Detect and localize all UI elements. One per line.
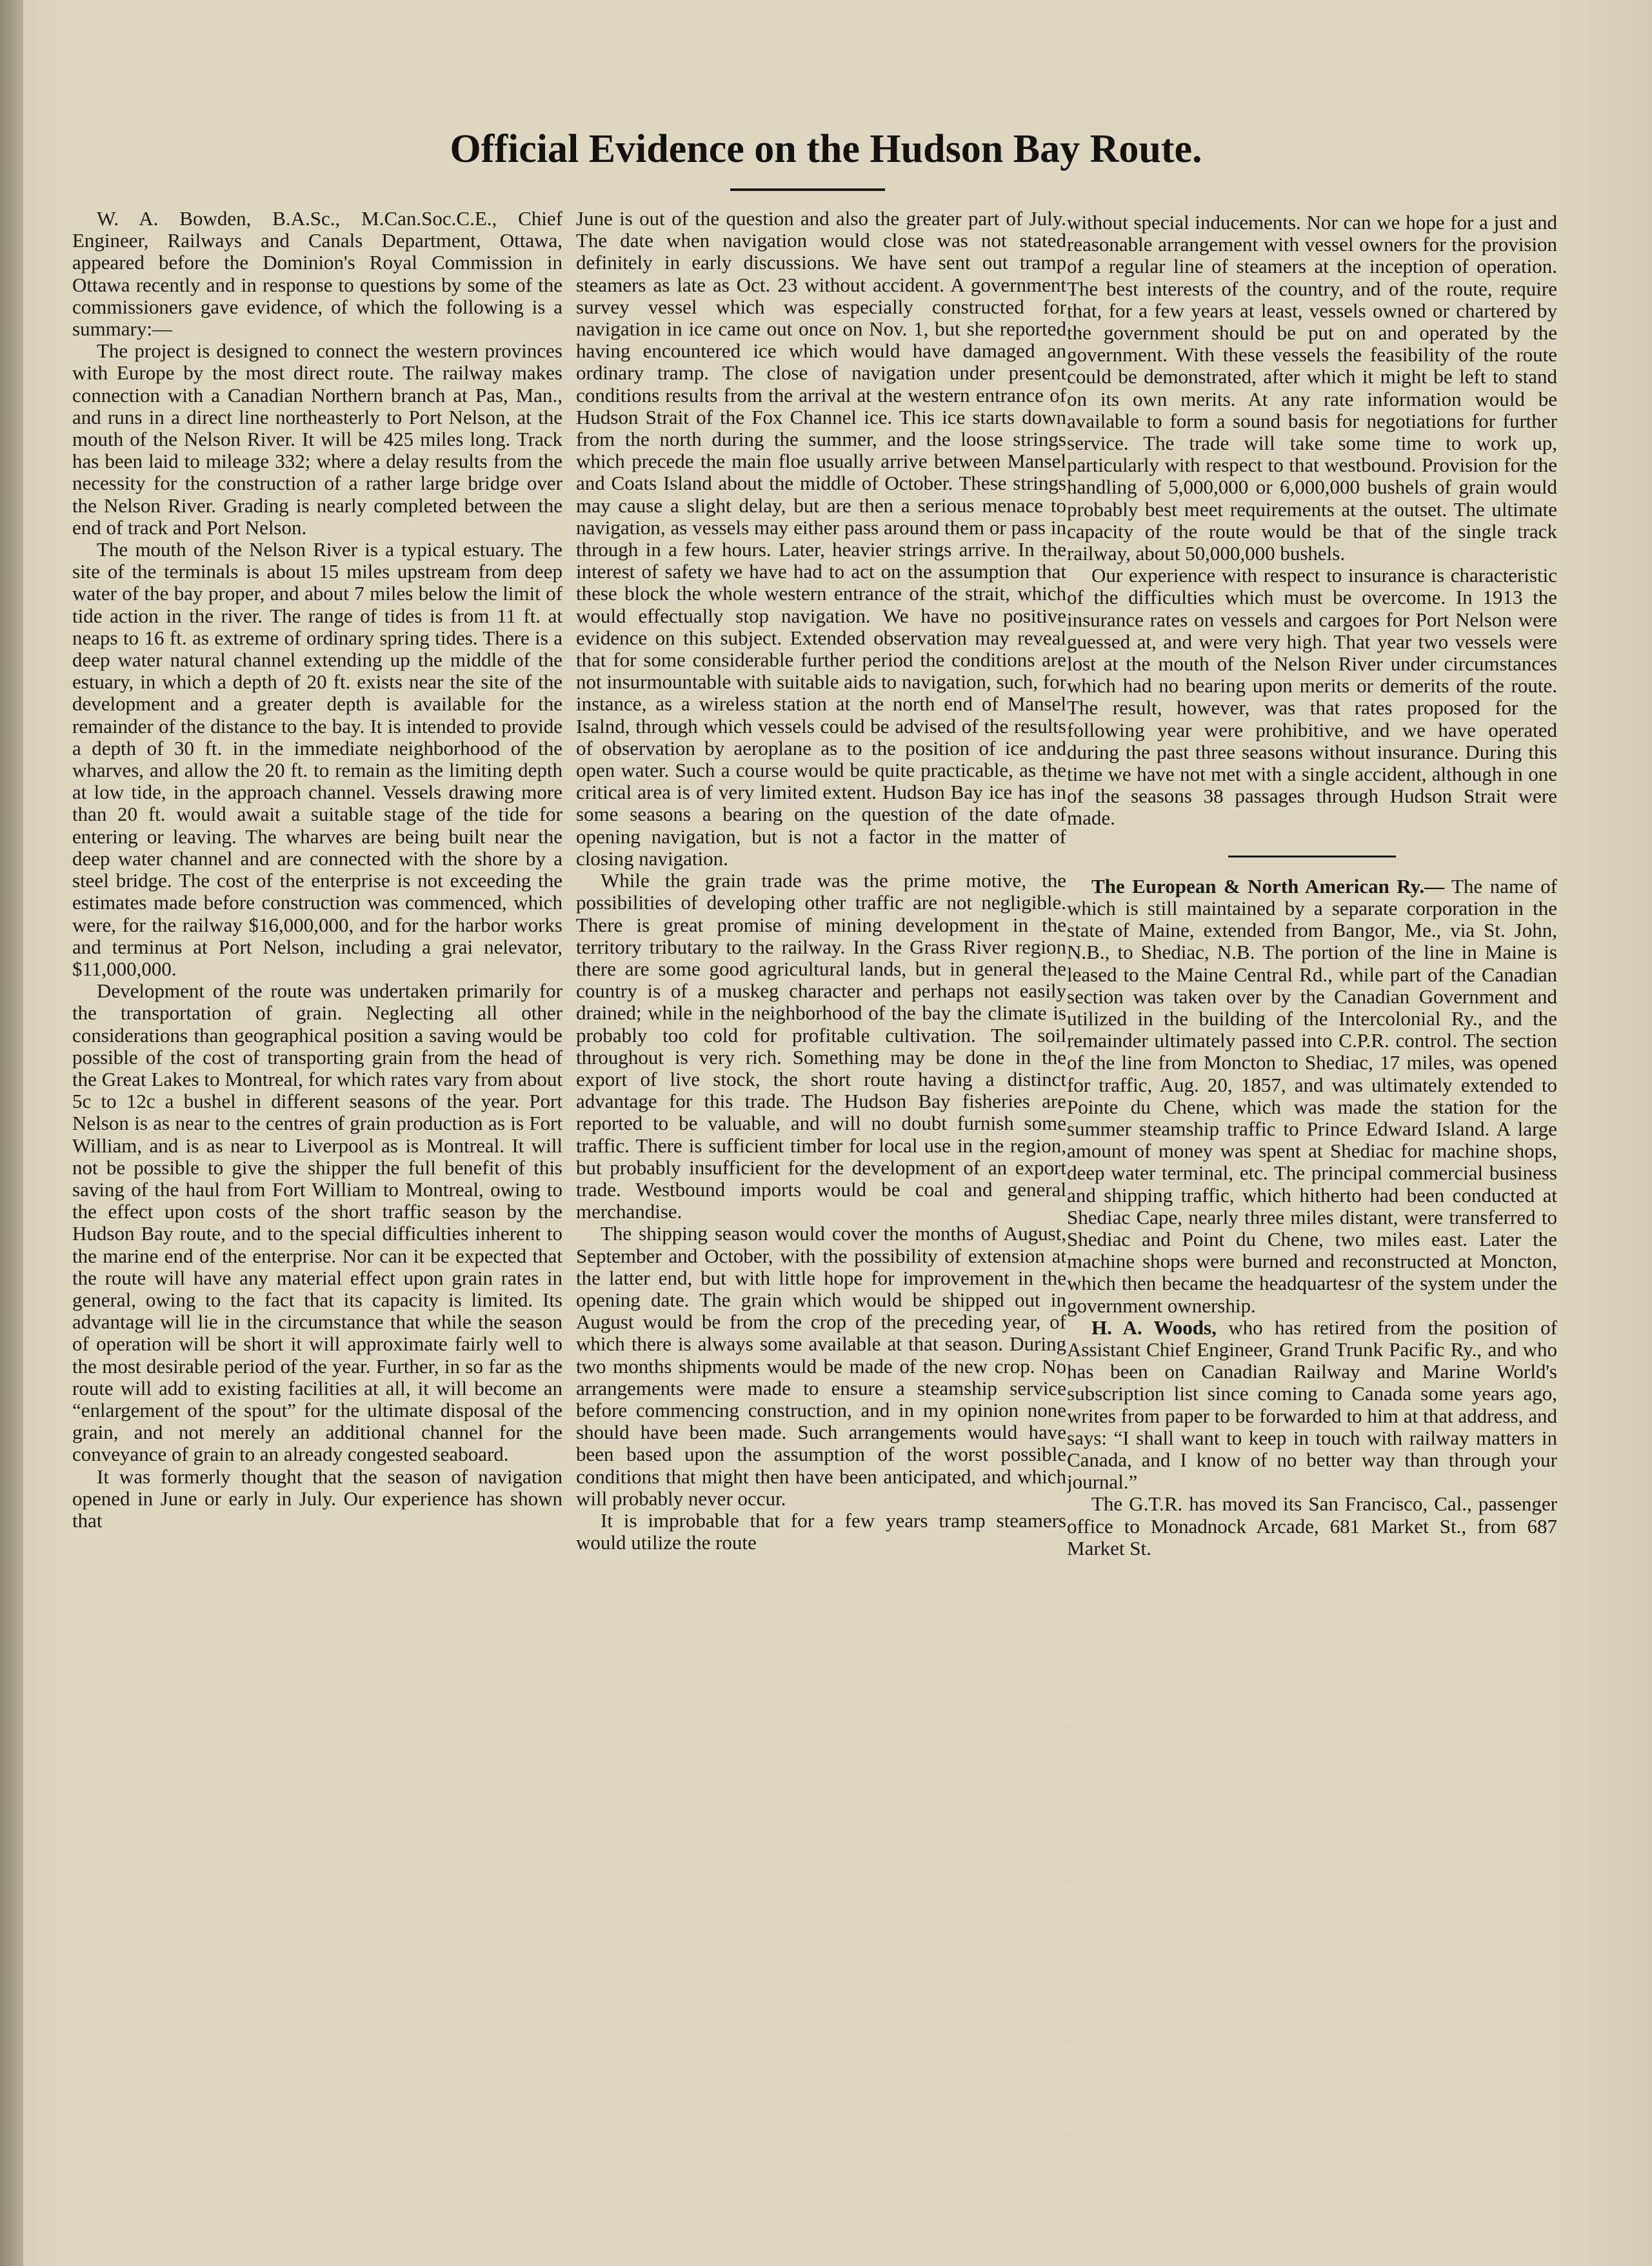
paragraph: The mouth of the Nelson River is a typical estuary. The site of the terminals is about 15 miles upstream from deep water of the bay proper, and about 7 miles below the limit of tide action in the river. The range of tides is from 11 ft. at neaps to 16 ft. as extreme of ordinary spring tides. There is a deep water natural channel extending up the middle of the estuary, in which a depth of 20 ft. exists near the site of the development and a greater depth is available for the remainder of the distance to the bay. It is intended to provide a depth of 30 ft. in the immediate neighborhood of the wharves, and allow the 20 ft. to remain as the limiting depth at low tide, in the approach channel. Vessels drawing more than 20 ft. would await a suitable stage of the tide for entering or leaving. The wharves are being built near the deep water channel and are connected with the shore by a steel bridge. The cost of the enterprise is not exceeding the estimates made before construction was commenced, which were, for the railway $16,000,000, and for the harbor works and terminus at Port Nelson, including a grai nelevator, $11,000,000.	[72, 538, 562, 980]
news-item-woods	[1067, 1317, 1557, 1494]
news-item-heading: The European & North American Ry.—	[1091, 874, 1445, 897]
paragraph: Development of the route was undertaken primarily for the transportation of grain. Neglecting all other considerations than geographical position a saving would be possible of the cost of transporting grain from the head of the Great Lakes to Montreal, for which rates vary from about 5c to 12c a bushel in different seasons of the year. Port Nelson is as near to the centres of grain production as is Fort William, and is as near to Liverpool as is Montreal. It will not be possible to give the shipper the full benefit of this saving of the haul from Fort William to Montreal, owing to the effect upon costs of the short traffic season by the Hudson Bay route, and to the special difficulties inherent to the marine end of the enterprise. Nor can it be expected that the route will have any material effect upon grain rates in general, owing to the fact that its capacity is limited. Its advantage will lie in the circumstance that while the season of operation will be short it will approximate fairly well to the most desirable period of the year. Further, in so far as the route will add to existing facilities at all, it will become an “enlargement of the spout” for the ultimate disposal of the grain, and not merely an additional channel for the conveyance of grain to an already congested seaboard.	[72, 979, 562, 1466]
paragraph: While the grain trade was the prime motive, the possibilities of developing other traffic are not negligible. There is great promise of mining development in the territory tributary to the railway. In the Grass River region there are some good agricultural lands, but in general the country is of a muskeg character and perhaps not easily drained; while in the neighborhood of the bay the climate is probably too cold for profitable cultivation. The soil throughout is very rich. Something may be done in the export of live stock, the short route having a distinct advantage for this trade. The Hudson Bay fisheries are reported to be valuable, and will no doubt furnish some traffic. There is sufficient timber for local use in the region, but probably insufficient for the development of an export trade. Westbound imports would be coal and general merchandise.	[576, 869, 1066, 1223]
news-item-heading: H. A. Woods,	[1091, 1316, 1217, 1339]
section-divider	[1228, 856, 1396, 857]
paragraph: It is improbable that for a few years tramp steamers would utilize the route	[576, 1509, 1066, 1554]
paragraph: June is out of the question and also the greater part of July. The date when navigation would close was not stated definitely in early discussions. We have sent out tramp steamers as late as Oct. 23 without accident. A government survey vessel which was especially constructed for navigation in ice came out once on Nov. 1, but she reported having encountered ice which would have damaged an ordinary tramp. The close of navigation under present conditions results from the arrival at the western entrance of Hudson Strait of the Fox Channel ice. This ice starts down from the north during the summer, and the loose strings which precede the main floe usually arrive between Mansel and Coats Island about the middle of October. These strings may cause a slight delay, but are then a serious menace to navigation, as vessels may either pass around them or pass in through in a few hours. Later, heavier strings arrive. In the interest of safety we have had to act on the assumption that these block the whole western entrance of the strait, which would effectually stop navigation. We have no positive evidence on this subject. Extended observation may reveal that for some considerable further period the conditions are not insurmountable with suitable aids to navigation, such, for instance, as a wireless station at the north end of Mansel Isalnd, through which vessels could be advised of the results of observation by aeroplane as to the position of ice and open water. Such a course would be quite practicable, as the critical area is of very limited extent. Hudson Bay ice has in some seasons a bearing on the question of the date of opening navigation, but is not a factor in the matter of closing navigation.	[576, 208, 1066, 870]
paragraph: without special inducements. Nor can we hope for a just and reasonable arrangement with vessel owners for the provision of a regular line of steamers at the inception of operation. The best interests of the country, and of the route, require that, for a few years at least, vessels owned or chartered by the government should be put on and operated by the government. With these vessels the feasibility of the route could be demonstrated, after which it might be left to stand on its own merits. At any rate information would be available to form a sound basis for negotiations for further service. The trade will take some time to work up, particularly with respect to that westbound. Provision for the handling of 5,000,000 or 6,000,000 bushels of grain would probably best meet requirements at the outset. The ultimate capacity of the route would be that of the single track railway, about 50,000,000 bushels.	[1067, 212, 1557, 565]
paragraph: Our experience with respect to insurance is characteristic of the difficulties which must be overcome. In 1913 the insurance rates on vessels and cargoes for Port Nelson were guessed at, and were very high. That year two vessels were lost at the mouth of the Nelson River under circumstances which had no bearing upon merits or demerits of the route. The result, however, was that rates proposed for the following year were prohibitive, and we have operated during the past three seasons without insurance. During this time we have not met with a single accident, although in one of the seasons 38 passages through Hudson Strait were made.	[1067, 564, 1557, 830]
paragraph: The shipping season would cover the months of August, September and October, with the possibility of extension at the latter end, but with little hope for improvement in the opening date. The grain which would be shipped out in August would be from the crop of the preceding year, of which there is always some available at that season. During two months shipments would be made of the new crop. No arrangements were made to ensure a steamship service before commencing construction, and in my opinion none should have been made. Such arrangements would have been based upon the assumption of the worst possible conditions that might then have been anticipated, and which will probably never occur.	[576, 1222, 1066, 1510]
title-divider	[730, 188, 885, 191]
paragraph: W. A. Bowden, B.A.Sc., M.Can.Soc.C.E., Chief Engineer, Railways and Canals Department, Ottawa, appeared before the Dominion's Royal Commission in Ottawa recently and in response to questions by some of the commissioners gave evidence, of which the following is a summary:—	[72, 208, 562, 341]
book-spine-shadow	[0, 0, 23, 2266]
column-1	[72, 208, 562, 2240]
column-3	[1067, 212, 1557, 2244]
paragraph: It was formerly thought that the season of navigation opened in June or early in July. Our experience has shown that	[72, 1465, 562, 1532]
news-item-body: The name of which is still maintained by a separate corporation in the state of Maine, extended from Bangor, Me., via St. John, N.B., to Shediac, N.B. The portion of the line in Maine is leased to the Maine Central Rd., while part of the Canadian section was taken over by the Canadian Government and utilized in the building of the Intercolonial Ry., and the remainder ultimately passed into C.P.R. control. The section of the line from Moncton to Shediac, 17 miles, was opened for traffic, Aug. 20, 1857, and was ultimately extended to Pointe du Chene, which was made the station for the summer steamship traffic to Prince Edward Island. A large amount of money was spent at Shediac for machine shops, deep water terminal, etc. The principal commercial business and shipping traffic, which hitherto had been conducted at Shediac Cape, nearly three miles distant, were transferred to Shediac and Point du Chene, two miles east. Later the machine shops were burned and reconstructed at Moncton, which then became the headquartesr of the system under the government ownership.	[1067, 874, 1557, 1317]
news-item-european-railway	[1067, 876, 1557, 1317]
article-title: Official Evidence on the Hudson Bay Route.	[450, 127, 1202, 171]
column-2	[576, 208, 1066, 2240]
news-item-gtr: The G.T.R. has moved its San Francisco, Cal., passenger office to Monadnock Arcade, 681 Market St., from 687 Market St.	[1067, 1492, 1557, 1559]
news-item-body: who has retired from the position of Assistant Chief Engineer, Grand Trunk Pacific Ry., and who has been on Canadian Railway and Marine World's subscription list since coming to Canada some years ago, writes from paper to be forwarded to him at that address, and says: “I shall want to keep in touch with railway matters in Canada, and I know of no better way than through your journal.”	[1067, 1316, 1557, 1494]
paragraph: The project is designed to connect the western provinces with Europe by the most direct route. The railway makes connection with a Canadian Northern branch at Pas, Man., and runs in a direct line northeasterly to Port Nelson, at the mouth of the Nelson River. It will be 425 miles long. Track has been laid to mileage 332; where a delay results from the necessity for the construction of a rather large bridge over the Nelson River. Grading is nearly completed between the end of track and Port Nelson.	[72, 339, 562, 539]
